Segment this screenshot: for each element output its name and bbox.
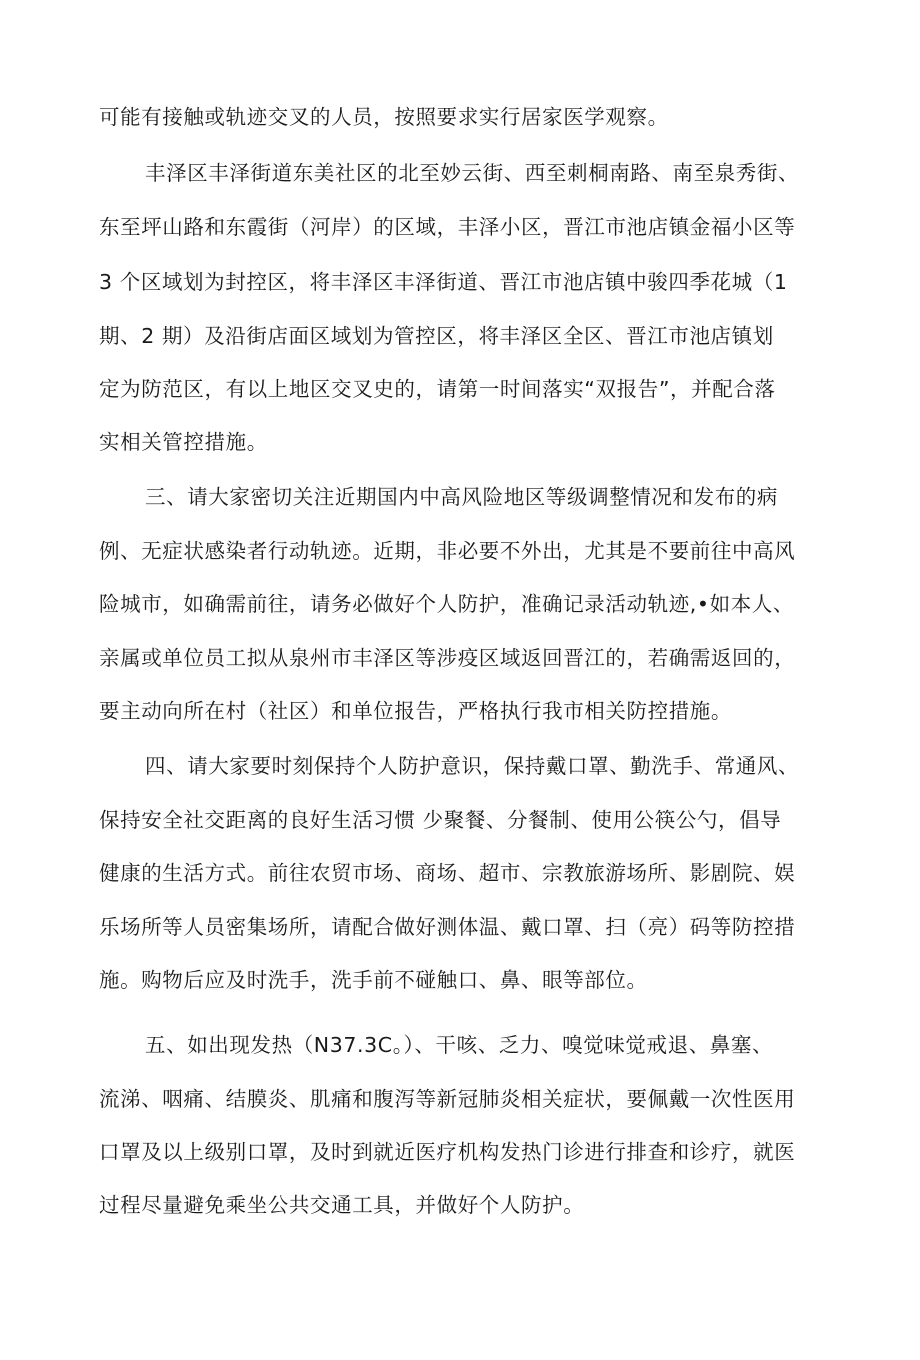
text-line: 定为防范区，有以上地区交叉史的，请第一时间落实“双报告”，并配合落 [99, 377, 776, 401]
text-line: 过程尽量避免乘坐公共交通工具，并做好个人防护。 [99, 1193, 585, 1217]
text-line: 3 个区域划为封控区，将丰泽区丰泽街道、晋江市池店镇中骏四季花城（1 [99, 270, 788, 294]
text-line: 口罩及以上级别口罩，及时到就近医疗机构发热门诊进行排查和诊疗，就医 [99, 1140, 796, 1164]
text-line: 险城市，如确需前往，请务必做好个人防护，准确记录活动轨迹,•如本人、 [99, 592, 795, 616]
text-line: 要主动向所在村（社区）和单位报告，严格执行我市相关防控措施。 [99, 699, 732, 723]
text-line: 东至坪山路和东霞街（河岸）的区域，丰泽小区，晋江市池店镇金福小区等 [99, 215, 796, 239]
text-line: 丰泽区丰泽街道东美社区的北至妙云街、西至刺桐南路、南至泉秀街、 [145, 161, 800, 185]
text-line: 可能有接触或轨迹交叉的人员，按照要求实行居家医学观察。 [99, 105, 669, 129]
text-line: 流涕、咽痛、结膜炎、肌痛和腹泻等新冠肺炎相关症状，要佩戴一次性医用 [99, 1087, 796, 1111]
text-line: 三、请大家密切关注近期国内中高风险地区等级调整情况和发布的病 [145, 485, 778, 509]
text-line: 实相关管控措施。 [99, 430, 268, 454]
text-line: 保持安全社交距离的良好生活习惯 少聚餐、分餐制、使用公筷公勺，倡导 [99, 808, 782, 832]
text-line: 健康的生活方式。前往农贸市场、商场、超市、宗教旅游场所、影剧院、娱 [99, 861, 796, 885]
text-line: 四、请大家要时刻保持个人防护意识，保持戴口罩、勤洗手、常通风、 [145, 754, 800, 778]
text-line: 例、无症状感染者行动轨迹。近期，非必要不外出，尤其是不要前往中高风 [99, 539, 796, 563]
text-line: 亲属或单位员工拟从泉州市丰泽区等涉疫区域返回晋江的，若确需返回的， [99, 646, 796, 670]
text-line: 乐场所等人员密集场所，请配合做好测体温、戴口罩、扫（亮）码等防控措 [99, 915, 796, 939]
text-line: 期、2 期）及沿街店面区域划为管控区，将丰泽区全区、晋江市池店镇划 [99, 324, 774, 348]
text-line: 五、如出现发热（N37.3C。）、干咳、乏力、嗅觉味觉戒退、鼻塞、 [145, 1033, 774, 1057]
text-line: 施。购物后应及时洗手，洗手前不碰触口、鼻、眼等部位。 [99, 968, 648, 992]
